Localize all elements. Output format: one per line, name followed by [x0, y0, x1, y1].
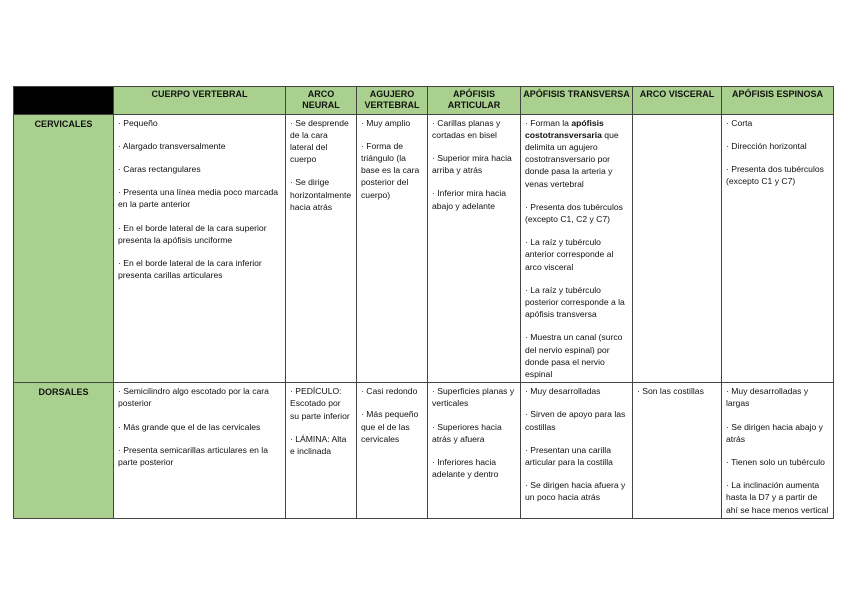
cell-cervicales-visceral	[633, 114, 722, 383]
cell-item: · Tienen solo un tubérculo	[726, 456, 825, 467]
cell-item: · Casi redondo	[361, 386, 418, 397]
cell-item: · Se dirigen hacia abajo y atrás	[726, 421, 823, 444]
cell-item: · Corta	[726, 117, 753, 128]
header-agujero-vertebral: AGUJERO VERTEBRAL	[357, 87, 428, 115]
header-apofisis-transversa: APÓFISIS TRANSVERSA	[521, 87, 633, 115]
cell-item: · LÁMINA: Alta e inclinada	[290, 433, 347, 456]
cell-item: · Muy amplio	[361, 117, 411, 128]
header-arco-visceral: ARCO VISCERAL	[633, 87, 722, 115]
cell-item: · Caras rectangulares	[118, 163, 201, 174]
cell-item: · Forma de triángulo (la base es la cara posterior del cuerpo)	[361, 140, 420, 200]
cell-item: · Muy desarrolladas y largas	[726, 386, 809, 409]
cell-item: · Se desprende de la cara lateral del cuerpo	[290, 117, 349, 165]
cell-item: · Presentan una carilla articular para la costilla	[525, 444, 613, 467]
row-label-dorsales: DORSALES	[14, 383, 114, 519]
cell-cervicales-espinosa	[722, 114, 834, 383]
cell-cervicales-articular	[428, 114, 521, 383]
cell-cervicales-arco-neural	[286, 114, 357, 383]
cell-cervicales-agujero	[357, 114, 428, 383]
cell-dorsales-arco-neural	[286, 383, 357, 519]
cell-item: · Presenta dos tubérculos (excepto C1 y C7)	[726, 163, 824, 187]
vertebrae-table	[13, 86, 834, 519]
cell-dorsales-agujero	[357, 383, 428, 519]
row-dorsales	[14, 383, 834, 519]
header-apofisis-articular: APÓFISIS ARTICULAR	[428, 87, 521, 115]
header-apofisis-espinosa: APÓFISIS ESPINOSA	[722, 87, 834, 115]
intro-post: que delimita un agujero costotransversario por donde pasa la arteria y venas vertebral	[525, 129, 619, 189]
cell-item: · Más grande que el de las cervicales	[118, 421, 261, 432]
cell-item: · Pequeño	[118, 117, 158, 128]
cell-item: · Semicilindro algo escotado por la cara posterior	[118, 386, 269, 409]
cell-item: · Superiores hacia atrás y afuera	[432, 421, 502, 444]
cell-item: · Se dirigen hacia afuera y un poco hacia atrás	[525, 480, 626, 503]
cell-item: · Superficies planas y verticales	[432, 386, 515, 409]
header-arco-neural: ARCO NEURAL	[286, 87, 357, 115]
cell-item: · Inferior mira hacia abajo y adelante	[432, 188, 507, 211]
intro-bold: apófisis costotransversaria	[525, 117, 604, 140]
cell-dorsales-cuerpo	[114, 383, 286, 519]
cell-item: · La inclinación aumenta hasta la D7 y a partir de ahí se hace menos vertical	[726, 480, 829, 515]
cell-dorsales-articular	[428, 383, 521, 519]
cell-item: · Inferiores hacia adelante y dentro	[432, 456, 499, 480]
cell-item: · En el borde lateral de la cara superior presenta la apófisis unciforme	[118, 222, 267, 245]
cell-dorsales-espinosa	[722, 383, 834, 519]
header-row	[14, 87, 834, 115]
cell-item: · Presenta semicarillas articulares en la parte posterior	[118, 444, 268, 467]
cell-item: · En el borde lateral de la cara inferior presenta carillas articulares	[118, 257, 262, 281]
cell-item: · PEDÍCULO: Escotado por su parte inferior	[290, 386, 350, 421]
intro-pre: · Forman la	[525, 117, 572, 128]
cell-item: · Se dirige horizontalmente hacia atrás	[290, 177, 352, 212]
cell-item: · Muestra un canal (surco del nervio espinal) por donde pasa el nervio espinal	[525, 332, 623, 379]
cell-item-intro	[525, 117, 628, 190]
cell-item: · Muy desarrolladas	[525, 386, 601, 397]
row-label-cervicales: CERVICALES	[14, 114, 114, 383]
cell-cervicales-transversa	[521, 114, 633, 383]
cell-item: · Presenta una línea media poco marcada en la parte anterior	[118, 187, 279, 210]
cell-item: · Dirección horizontal	[726, 140, 807, 151]
cell-item: · Superior mira hacia arriba y atrás	[432, 152, 512, 176]
cell-dorsales-visceral	[633, 383, 722, 519]
cell-item: · La raíz y tubérculo anterior corresponde al arco visceral	[525, 237, 614, 272]
cell-item: · Carillas planas y cortadas en bisel	[432, 117, 501, 140]
cell-item: · Alargado transversalmente	[118, 140, 226, 151]
cell-item: · Son las costillas	[637, 386, 704, 397]
cell-dorsales-transversa	[521, 383, 633, 519]
cell-item: · Presenta dos tubérculos (excepto C1, C2 y C7)	[525, 201, 623, 224]
cell-item: · La raíz y tubérculo posterior corresponde a la apófisis transversa	[525, 284, 625, 320]
cell-cervicales-cuerpo	[114, 114, 286, 383]
header-cuerpo-vertebral: CUERPO VERTEBRAL	[114, 87, 286, 115]
cell-item: · Sirven de apoyo para las costillas	[525, 409, 626, 432]
row-cervicales	[14, 114, 834, 383]
header-corner	[14, 87, 114, 115]
cell-item: · Más pequeño que el de las cervicales	[361, 409, 419, 444]
